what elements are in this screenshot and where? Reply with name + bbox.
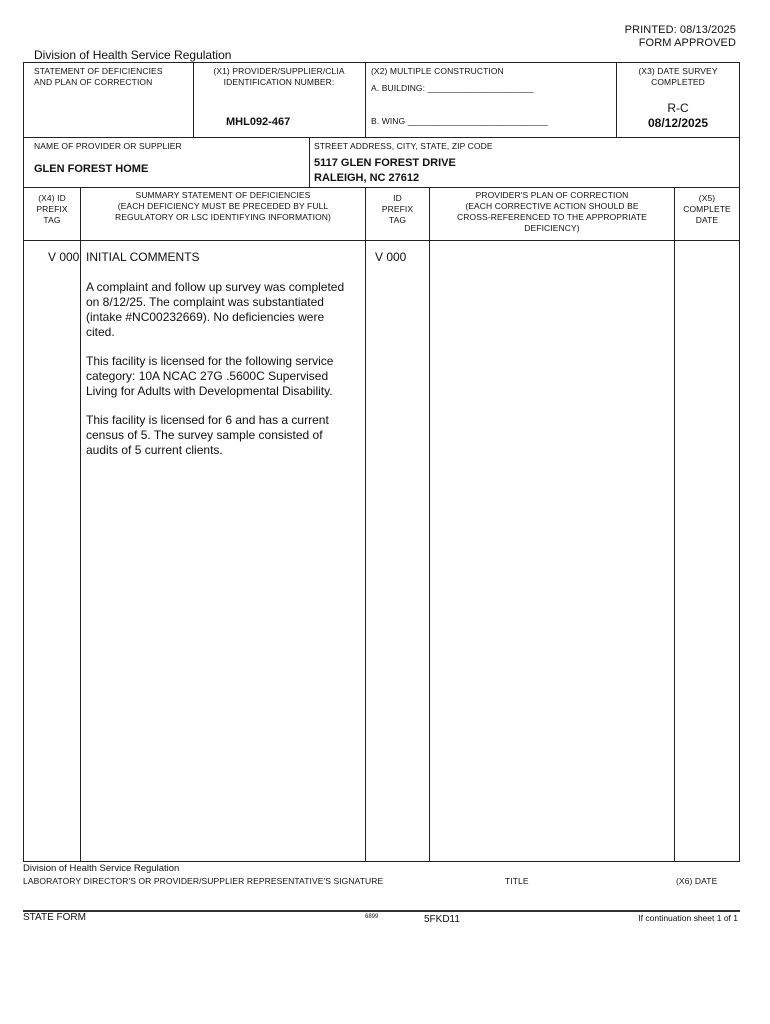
x6-date-label: (X6) DATE <box>676 876 718 886</box>
building-field: A. BUILDING: ______________________ <box>371 83 534 93</box>
paragraph-3: This facility is licensed for 6 and has a current census of 5. The survey sample consisted of audits of 5 current clients. <box>86 413 329 457</box>
provider-address: 5117 GLEN FOREST DRIVE RALEIGH, NC 27612 <box>314 157 456 184</box>
statement-label: STATEMENT OF DEFICIENCIES AND PLAN OF CORRECTION <box>34 66 163 87</box>
x2-label: (X2) MULTIPLE CONSTRUCTION <box>371 66 504 76</box>
x3-label: (X3) DATE SURVEY COMPLETED <box>638 66 718 87</box>
provider-id: MHL092-467 <box>226 116 291 128</box>
survey-date: 08/12/2025 <box>647 116 709 130</box>
continuation-sheet: If continuation sheet 1 of 1 <box>638 913 738 923</box>
x4-header: (X4) ID PREFIX TAG <box>36 193 68 225</box>
survey-code: R-C <box>667 101 689 115</box>
summary-header: SUMMARY STATEMENT OF DEFICIENCIES (EACH DEFICIENCY MUST BE PRECEDED BY FULL REGULATORY OR LSC IDENTIFYING INFORMATION) <box>115 190 331 222</box>
provider-name-label: NAME OF PROVIDER OR SUPPLIER <box>34 141 182 151</box>
print-info <box>600 24 736 50</box>
x1-label: (X1) PROVIDER/SUPPLIER/CLIA IDENTIFICATION NUMBER: <box>213 66 345 87</box>
title-label: TITLE <box>505 876 529 886</box>
paragraph-2: This facility is licensed for the following service category: 10A NCAC 27G .5600C Supervised Living for Adults with Developmental Disability. <box>86 354 334 398</box>
plan-header: PROVIDER'S PLAN OF CORRECTION (EACH CORRECTIVE ACTION SHOULD BE CROSS-REFERENCED TO THE APPROPRIATE DEFICIENCY) <box>457 190 647 233</box>
x5-header: (X5) COMPLETE DATE <box>683 193 731 225</box>
entry-body <box>86 250 361 472</box>
footer-agency: Division of Health Service Regulation <box>23 863 180 874</box>
signature-label: LABORATORY DIRECTOR'S OR PROVIDER/SUPPLIER REPRESENTATIVE'S SIGNATURE <box>23 876 384 886</box>
form-number: 6899 <box>365 914 379 920</box>
wing-field: B. WING _____________________________ <box>371 116 548 126</box>
id-header: ID PREFIX TAG <box>381 193 414 225</box>
provider-name: GLEN FOREST HOME <box>34 163 149 175</box>
state-form-label: STATE FORM <box>23 912 86 923</box>
entry-heading: INITIAL COMMENTS <box>86 250 200 264</box>
printed-date: PRINTED: 08/13/2025 <box>624 24 736 36</box>
form-status: FORM APPROVED <box>638 37 736 49</box>
event-id: 5FKD11 <box>424 914 460 925</box>
address-label: STREET ADDRESS, CITY, STATE, ZIP CODE <box>314 141 493 151</box>
entry-tag: V 000 <box>48 250 80 264</box>
agency-title: Division of Health Service Regulation <box>34 48 232 62</box>
paragraph-1: A complaint and follow up survey was completed on 8/12/25. The complaint was substantiated (intake #NC00232669). No deficiencies were cited. <box>86 280 345 339</box>
entry-id-tag: V 000 <box>375 250 407 264</box>
